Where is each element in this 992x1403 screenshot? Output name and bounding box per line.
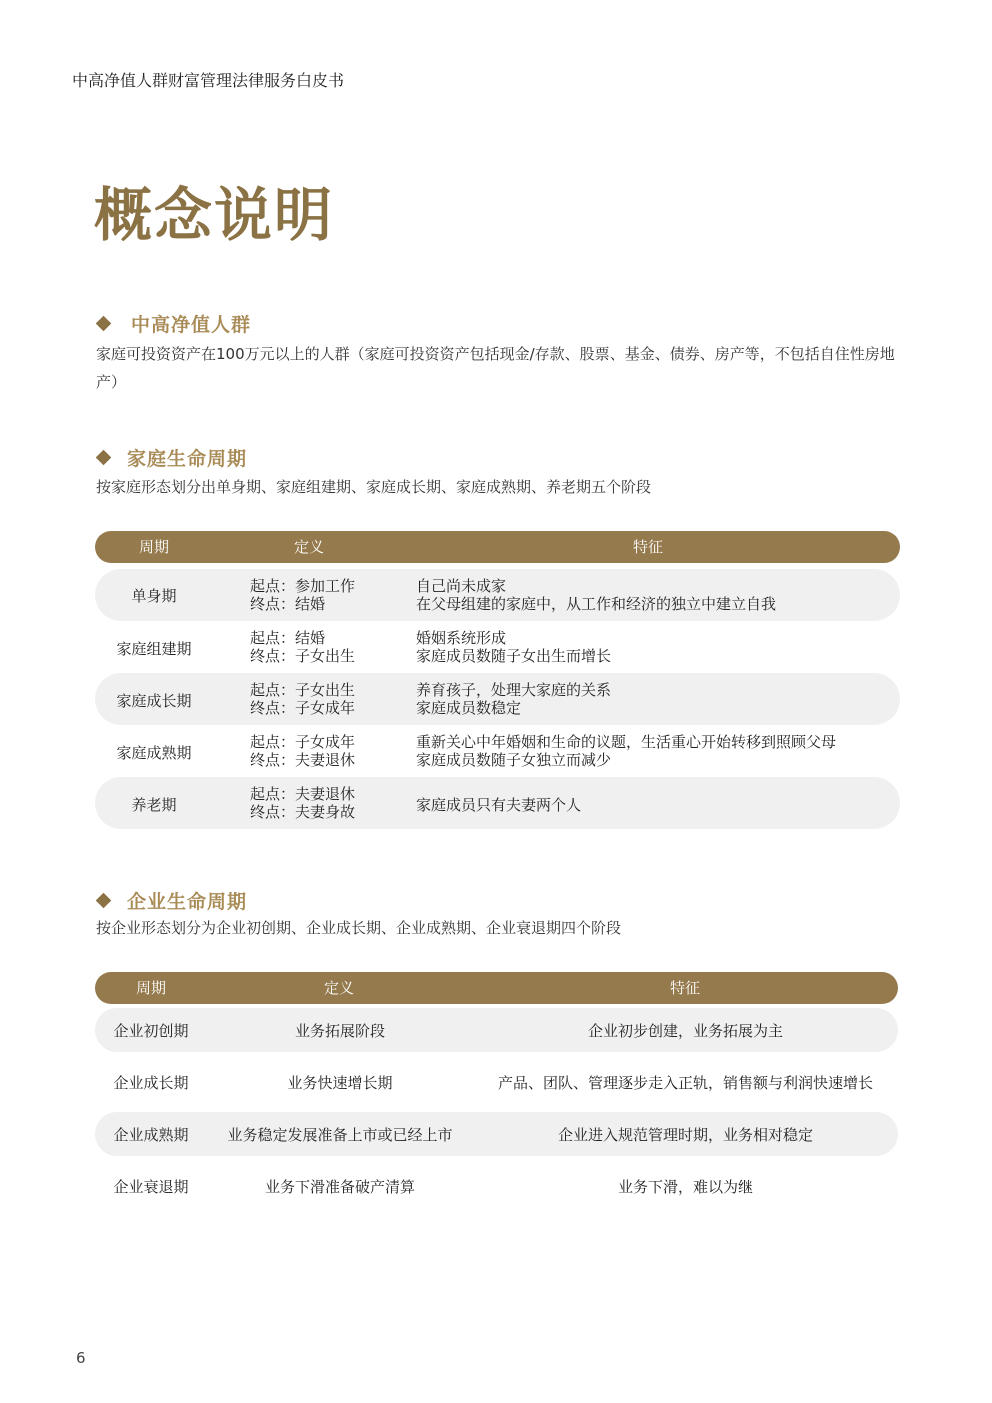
- period-cell: 单身期: [131, 587, 177, 605]
- start-point: 起点：子女成年: [250, 733, 356, 751]
- period-cell: 企业成熟期: [113, 1126, 189, 1144]
- period-cell: 家庭成熟期: [116, 744, 192, 762]
- table-row: [95, 725, 900, 777]
- period-cell: 养老期: [131, 796, 177, 814]
- period-cell: 企业成长期: [113, 1074, 189, 1092]
- diamond-bullet-icon: [96, 892, 112, 908]
- table-row: [95, 1008, 898, 1052]
- feature-cell: [416, 733, 836, 769]
- end-point: 终点：子女出生: [250, 647, 356, 665]
- header-definition: 定义: [294, 538, 325, 556]
- start-point: 起点：结婚: [250, 629, 326, 647]
- feature-line: 婚姻系统形成: [416, 629, 507, 647]
- diamond-bullet-icon: [96, 315, 112, 331]
- table-header: [95, 972, 898, 1004]
- table-row: [95, 1112, 898, 1156]
- start-point: 起点：子女出生: [250, 681, 356, 699]
- definition-cell: [250, 733, 355, 769]
- section-description: 按企业形态划分为企业初创期、企业成长期、企业成熟期、企业衰退期四个阶段: [96, 919, 622, 937]
- table-row: [95, 777, 900, 829]
- end-point: 终点：结婚: [250, 595, 326, 613]
- end-point: 终点：夫妻身故: [250, 803, 356, 821]
- feature-cell: [416, 629, 611, 665]
- enterprise-lifecycle-table: [95, 972, 898, 1196]
- period-cell: 家庭组建期: [116, 640, 192, 658]
- feature-cell: 产品、团队、管理逐步走入正轨，销售额与利润快速增长: [497, 1074, 873, 1092]
- feature-cell: 业务下滑，难以为继: [617, 1178, 753, 1196]
- definition-cell: [250, 577, 355, 613]
- header-feature: 特征: [670, 979, 701, 997]
- start-point: 起点：夫妻退休: [250, 785, 356, 803]
- table-row: [95, 621, 900, 673]
- table-row: [95, 1164, 898, 1208]
- feature-line: 在父母组建的家庭中，从工作和经济的独立中建立自我: [416, 595, 777, 613]
- table-row: [95, 1060, 898, 1104]
- feature-line: 家庭成员数随子女出生而增长: [416, 647, 612, 665]
- feature-line: 自己尚未成家: [416, 577, 507, 595]
- feature-cell: 家庭成员只有夫妻两个人: [416, 796, 582, 814]
- end-point: 终点：夫妻退休: [250, 751, 356, 769]
- definition-cell: 业务拓展阶段: [294, 1022, 385, 1040]
- header-feature: 特征: [633, 538, 664, 556]
- section-description: 按家庭形态划分出单身期、家庭组建期、家庭成长期、家庭成熟期、养老期五个阶段: [96, 478, 652, 496]
- definition-cell: [250, 785, 355, 821]
- page-number: 6: [76, 1349, 86, 1367]
- running-header: 中高净值人群财富管理法律服务白皮书: [72, 71, 345, 90]
- definition-cell: 业务稳定发展准备上市或已经上市: [227, 1126, 453, 1144]
- header-definition: 定义: [324, 979, 355, 997]
- feature-line: 养育孩子，处理大家庭的关系: [416, 681, 612, 699]
- period-cell: 家庭成长期: [116, 692, 192, 710]
- section-description: 家庭可投资资产在100万元以上的人群（家庭可投资资产包括现金/存款、股票、基金、债券、房产等，不包括自住性房地产）: [96, 345, 895, 391]
- feature-line: 重新关心中年婚姻和生命的议题，生活重心开始转移到照顾父母: [416, 733, 837, 751]
- definition-cell: [250, 681, 355, 717]
- end-point: 终点：子女成年: [250, 699, 356, 717]
- feature-line: 家庭成员数随子女独立而减少: [416, 751, 612, 769]
- feature-cell: 企业进入规范管理时期，业务相对稳定: [557, 1126, 813, 1144]
- section-family-lifecycle: [96, 443, 901, 501]
- section-title: 家庭生命周期: [127, 447, 248, 470]
- definition-cell: [250, 629, 355, 665]
- feature-cell: [416, 577, 776, 613]
- feature-cell: 企业初步创建，业务拓展为主: [587, 1022, 783, 1040]
- definition-cell: 业务下滑准备破产清算: [264, 1178, 415, 1196]
- section-title: 企业生命周期: [127, 890, 248, 913]
- header-period: 周期: [139, 538, 170, 556]
- feature-cell: [416, 681, 611, 717]
- family-lifecycle-table: [95, 531, 900, 821]
- table-row: [95, 569, 900, 621]
- section-high-net-worth: [96, 309, 901, 396]
- definition-cell: 业务快速增长期: [287, 1074, 393, 1092]
- start-point: 起点：参加工作: [250, 577, 356, 595]
- table-row: [95, 673, 900, 725]
- diamond-bullet-icon: [96, 449, 112, 465]
- page-title: 概念说明: [94, 181, 335, 249]
- header-period: 周期: [136, 979, 167, 997]
- period-cell: 企业初创期: [113, 1022, 189, 1040]
- section-enterprise-lifecycle: [96, 886, 901, 942]
- table-header: [95, 531, 900, 563]
- period-cell: 企业衰退期: [113, 1178, 189, 1196]
- feature-line: 家庭成员数稳定: [416, 699, 522, 717]
- section-title: 中高净值人群: [131, 313, 252, 336]
